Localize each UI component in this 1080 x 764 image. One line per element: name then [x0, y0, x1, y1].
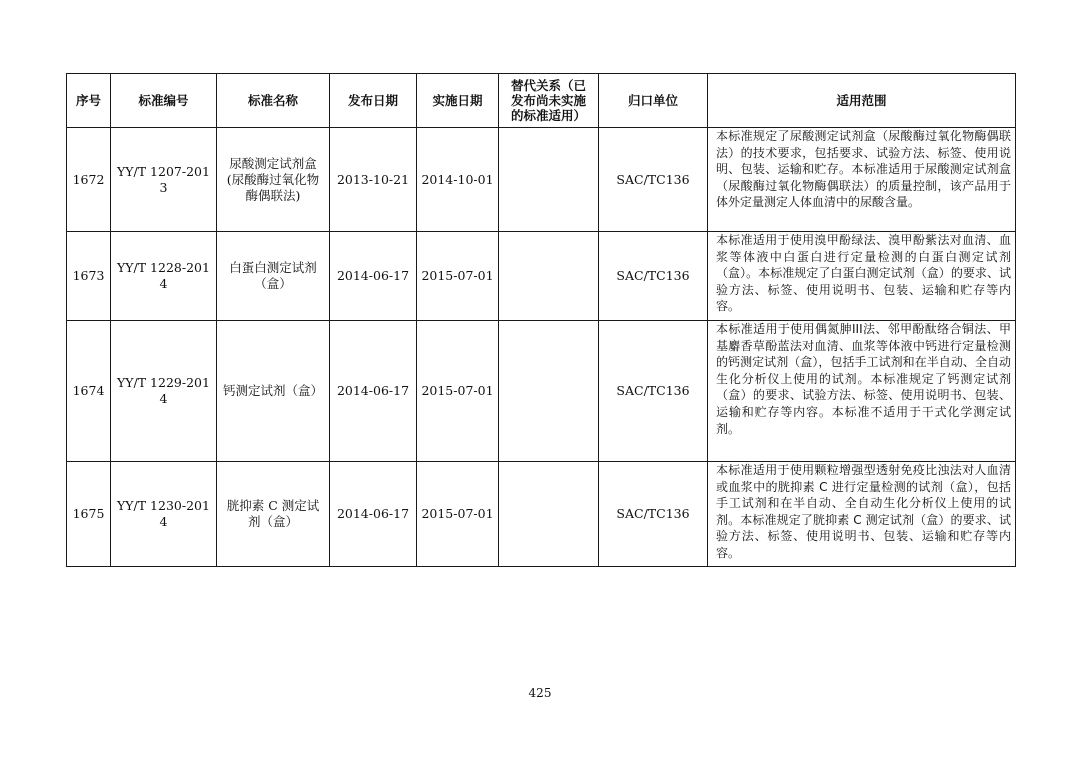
cell-replace	[499, 128, 599, 232]
header-publish-date: 发布日期	[330, 74, 417, 128]
cell-seq: 1673	[67, 232, 111, 321]
cell-seq: 1672	[67, 128, 111, 232]
cell-dept: SAC/TC136	[599, 321, 708, 462]
table-row	[67, 321, 1016, 462]
standards-table	[66, 73, 1016, 567]
cell-name: 钙测定试剂（盒）	[217, 321, 330, 462]
header-code: 标准编号	[111, 74, 217, 128]
cell-name: 尿酸测定试剂盒(尿酸酶过氧化物酶偶联法)	[217, 128, 330, 232]
cell-implement-date: 2015-07-01	[417, 321, 499, 462]
header-seq: 序号	[67, 74, 111, 128]
table-header-row	[67, 74, 1016, 128]
cell-scope: 本标准适用于使用偶氮胂III法、邻甲酚酞络合铜法、甲基麝香草酚蓝法对血清、血浆等体液中钙进行定量检测的钙测定试剂（盒），包括手工试剂和在半自动、全自动生化分析仪上使用的试剂。本标准规定了钙测定试剂（盒）的要求、试验方法、标签、使用说明书、包装、运输和贮存等内容。本标准不适用于干式化学测定试剂。	[708, 321, 1016, 462]
table-row	[67, 128, 1016, 232]
cell-implement-date: 2015-07-01	[417, 232, 499, 321]
cell-replace	[499, 462, 599, 567]
cell-scope: 本标准适用于使用溴甲酚绿法、溴甲酚紫法对血清、血浆等体液中白蛋白进行定量检测的白蛋白测定试剂（盒）。本标准规定了白蛋白测定试剂（盒）的要求、试验方法、标签、使用说明书、包装、运输和贮存等内容。	[708, 232, 1016, 321]
cell-publish-date: 2014-06-17	[330, 462, 417, 567]
cell-code: YY/T 1228-2014	[111, 232, 217, 321]
cell-dept: SAC/TC136	[599, 128, 708, 232]
table-row	[67, 232, 1016, 321]
cell-scope: 本标准适用于使用颗粒增强型透射免疫比浊法对人血清或血浆中的胱抑素 C 进行定量检测的试剂（盒），包括手工试剂和在半自动、全自动生化分析仪上使用的试剂。本标准规定了胱抑素 C 测定试剂（盒）的要求、试验方法、标签、使用说明书、包装、运输和贮存等内容。	[708, 462, 1016, 567]
page-number: 425	[528, 686, 552, 700]
cell-replace	[499, 321, 599, 462]
cell-dept: SAC/TC136	[599, 462, 708, 567]
header-name: 标准名称	[217, 74, 330, 128]
cell-code: YY/T 1229-2014	[111, 321, 217, 462]
cell-seq: 1675	[67, 462, 111, 567]
cell-name: 白蛋白测定试剂（盒）	[217, 232, 330, 321]
header-replace: 替代关系（已发布尚未实施的标准适用）	[499, 74, 599, 128]
cell-seq: 1674	[67, 321, 111, 462]
cell-implement-date: 2015-07-01	[417, 462, 499, 567]
cell-replace	[499, 232, 599, 321]
cell-name: 胱抑素 C 测定试剂（盒）	[217, 462, 330, 567]
cell-publish-date: 2014-06-17	[330, 232, 417, 321]
cell-dept: SAC/TC136	[599, 232, 708, 321]
table-row	[67, 462, 1016, 567]
header-scope: 适用范围	[708, 74, 1016, 128]
cell-code: YY/T 1207-2013	[111, 128, 217, 232]
header-dept: 归口单位	[599, 74, 708, 128]
cell-code: YY/T 1230-2014	[111, 462, 217, 567]
header-implement-date: 实施日期	[417, 74, 499, 128]
cell-publish-date: 2013-10-21	[330, 128, 417, 232]
cell-implement-date: 2014-10-01	[417, 128, 499, 232]
cell-publish-date: 2014-06-17	[330, 321, 417, 462]
cell-scope: 本标准规定了尿酸测定试剂盒（尿酸酶过氧化物酶偶联法）的技术要求，包括要求、试验方法、标签、使用说明、包装、运输和贮存。本标准适用于尿酸测定试剂盒（尿酸酶过氧化物酶偶联法）的质量控制，该产品用于体外定量测定人体血清中的尿酸含量。	[708, 128, 1016, 232]
